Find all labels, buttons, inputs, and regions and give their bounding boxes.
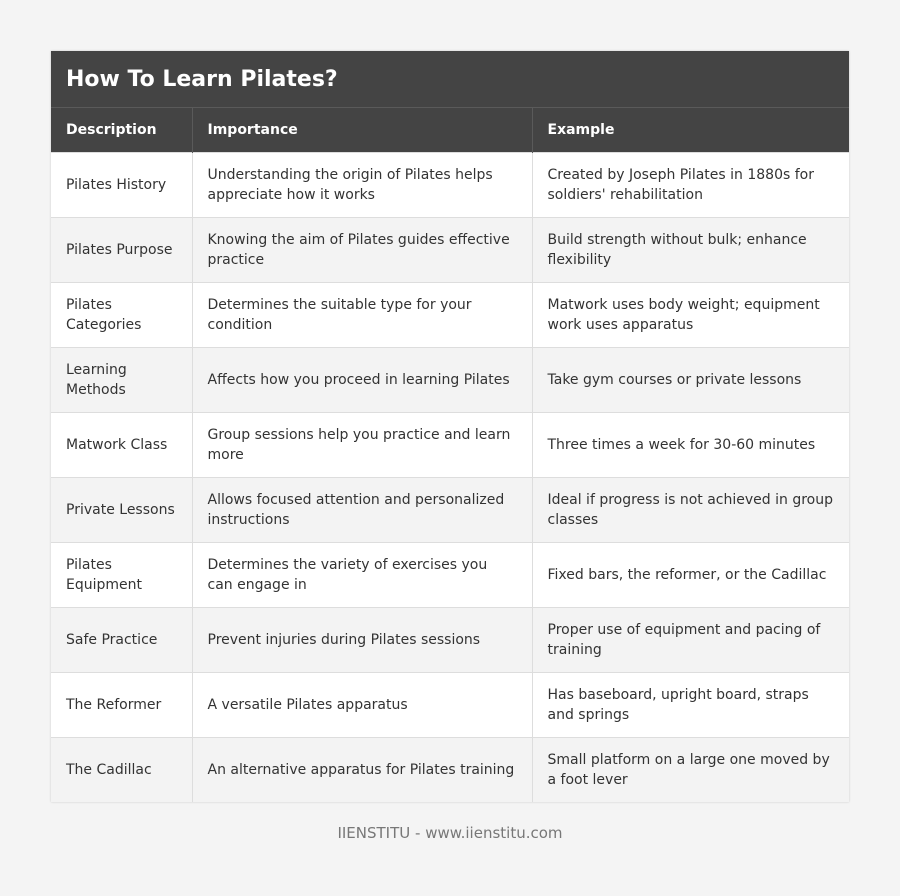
cell-description: Pilates History — [51, 152, 192, 217]
column-header-importance: Importance — [192, 108, 532, 152]
cell-example: Matwork uses body weight; equipment work uses apparatus — [532, 282, 849, 347]
cell-example: Has baseboard, upright board, straps and springs — [532, 672, 849, 737]
cell-example: Three times a week for 30-60 minutes — [532, 412, 849, 477]
table-row — [51, 412, 849, 477]
cell-description: Matwork Class — [51, 412, 192, 477]
cell-example: Take gym courses or private lessons — [532, 347, 849, 412]
cell-description: Pilates Equipment — [51, 542, 192, 607]
table-row — [51, 217, 849, 282]
cell-description: Private Lessons — [51, 477, 192, 542]
table-row — [51, 347, 849, 412]
cell-description: The Reformer — [51, 672, 192, 737]
cell-example: Small platform on a large one moved by a foot lever — [532, 737, 849, 802]
table-row — [51, 542, 849, 607]
cell-example: Fixed bars, the reformer, or the Cadillac — [532, 542, 849, 607]
cell-importance: Knowing the aim of Pilates guides effective practice — [192, 217, 532, 282]
table-header — [51, 108, 849, 152]
cell-importance: Determines the suitable type for your condition — [192, 282, 532, 347]
table-row — [51, 477, 849, 542]
cell-description: Pilates Purpose — [51, 217, 192, 282]
cell-description: Pilates Categories — [51, 282, 192, 347]
cell-importance: Determines the variety of exercises you can engage in — [192, 542, 532, 607]
column-header-description: Description — [51, 108, 192, 152]
table-row — [51, 282, 849, 347]
cell-example: Created by Joseph Pilates in 1880s for soldiers' rehabilitation — [532, 152, 849, 217]
table-row — [51, 672, 849, 737]
table-row — [51, 607, 849, 672]
cell-importance: Group sessions help you practice and learn more — [192, 412, 532, 477]
cell-example: Build strength without bulk; enhance flexibility — [532, 217, 849, 282]
column-header-example: Example — [532, 108, 849, 152]
table-title: How To Learn Pilates? — [51, 51, 849, 108]
data-table — [51, 108, 849, 802]
table-row — [51, 737, 849, 802]
cell-example: Proper use of equipment and pacing of training — [532, 607, 849, 672]
table-body — [51, 152, 849, 802]
cell-importance: Prevent injuries during Pilates sessions — [192, 607, 532, 672]
cell-importance: Affects how you proceed in learning Pilates — [192, 347, 532, 412]
footer-credit: IIENSTITU - www.iienstitu.com — [337, 824, 563, 842]
header-row — [51, 108, 849, 152]
cell-example: Ideal if progress is not achieved in group classes — [532, 477, 849, 542]
table-card — [51, 51, 849, 802]
cell-description: Learning Methods — [51, 347, 192, 412]
cell-importance: A versatile Pilates apparatus — [192, 672, 532, 737]
table-row — [51, 152, 849, 217]
cell-importance: An alternative apparatus for Pilates training — [192, 737, 532, 802]
cell-importance: Understanding the origin of Pilates helps appreciate how it works — [192, 152, 532, 217]
cell-description: Safe Practice — [51, 607, 192, 672]
cell-description: The Cadillac — [51, 737, 192, 802]
cell-importance: Allows focused attention and personalized instructions — [192, 477, 532, 542]
